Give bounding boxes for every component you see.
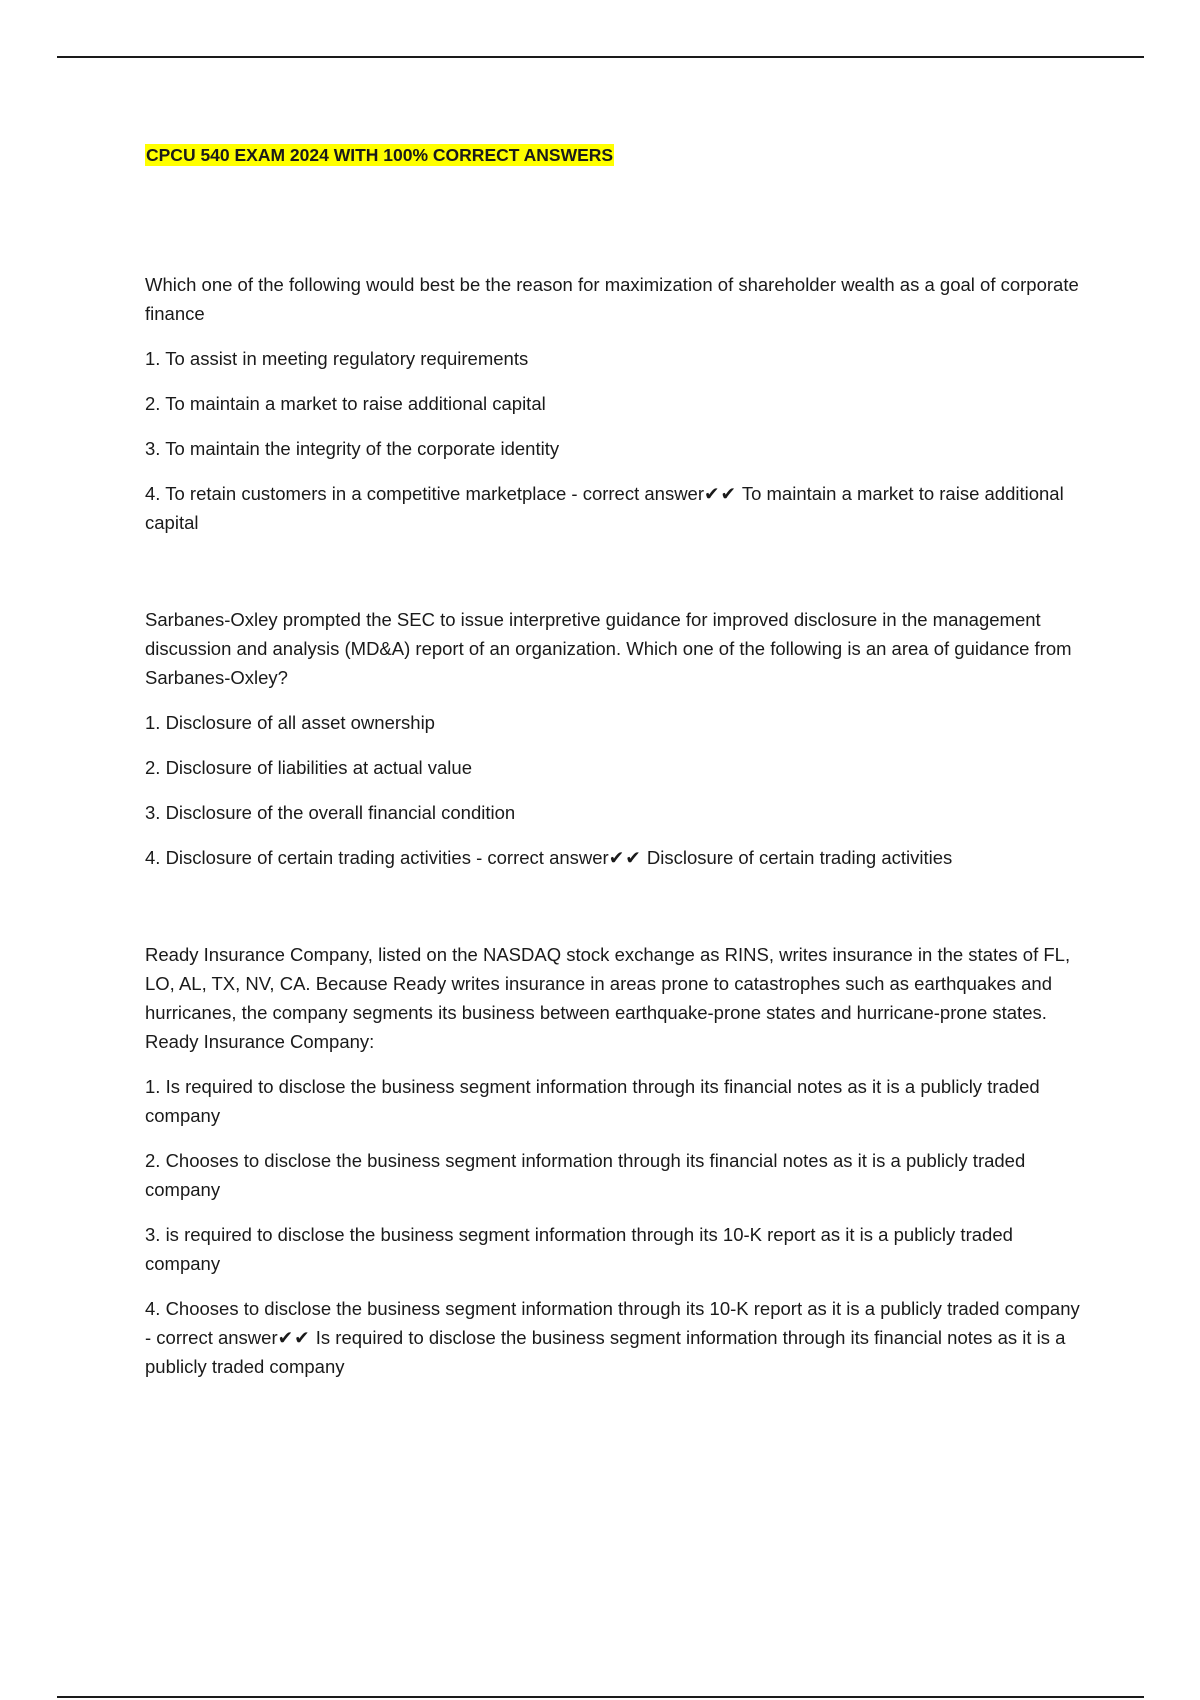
answer-option-with-answer bbox=[145, 843, 1090, 872]
answer-option: 3. Disclosure of the overall financial condition bbox=[145, 802, 516, 823]
answer-option: 2. Disclosure of liabilities at actual value bbox=[145, 757, 472, 778]
answer-option-text: 4. Disclosure of certain trading activities bbox=[145, 847, 471, 868]
answer-option: 2. Chooses to disclose the business segment information through its financial notes as it is a publicly traded company bbox=[145, 1150, 1026, 1200]
document-title: CPCU 540 EXAM 2024 WITH 100% CORRECT ANSWERS bbox=[146, 145, 614, 165]
question-text: Sarbanes-Oxley prompted the SEC to issue interpretive guidance for improved disclosure in the management discussion and analysis (MD&A) report of an organization. Which one of the following is an area of guidance from Sarbanes-Oxley? bbox=[145, 609, 1072, 688]
answer-option: 1. Disclosure of all asset ownership bbox=[145, 712, 435, 733]
answer-option: 1. To assist in meeting regulatory requirements bbox=[145, 348, 529, 369]
answer-option-text: 4. To retain customers in a competitive marketplace bbox=[145, 483, 567, 504]
document-page bbox=[145, 144, 1090, 1381]
footer-rule bbox=[57, 1696, 1144, 1698]
header-rule bbox=[57, 56, 1144, 58]
answer-option: 2. To maintain a market to raise additional capital bbox=[145, 393, 546, 414]
correct-answer-text: To maintain a market to raise additional capital bbox=[145, 483, 1064, 533]
question-block bbox=[145, 270, 1090, 537]
answer-option-with-answer bbox=[145, 479, 1090, 537]
correct-answer-text: Is required to disclose the business segment information through its financial notes as it is a publicly traded company bbox=[145, 1327, 1066, 1377]
answer-option-with-answer bbox=[145, 1294, 1090, 1381]
answer-option: 3. To maintain the integrity of the corporate identity bbox=[145, 438, 560, 459]
correct-answer-label: - correct answer bbox=[476, 847, 609, 868]
answer-option: 1. Is required to disclose the business segment information through its financial notes as it is a publicly traded company bbox=[145, 1076, 1040, 1126]
question-block bbox=[145, 940, 1090, 1381]
answer-option-text: 4. Chooses to disclose the business segment information through its 10-K report as it is a publicly traded company bbox=[145, 1298, 1080, 1319]
checkmark-icon: ✔✔ bbox=[704, 483, 738, 504]
correct-answer-label: - correct answer bbox=[145, 1327, 278, 1348]
question-block bbox=[145, 605, 1090, 872]
question-text: Ready Insurance Company, listed on the NASDAQ stock exchange as RINS, writes insurance in the states of FL, LO, AL, TX, NV, CA. Because Ready writes insurance in areas prone to catastrophes such as earthquakes and hurricanes, the company segments its business between earthquake-prone states and hurricane-prone states. Ready Insurance Company: bbox=[145, 944, 1071, 1052]
checkmark-icon: ✔✔ bbox=[277, 1327, 311, 1348]
question-text: Which one of the following would best be the reason for maximization of shareholder wealth as a goal of corporate finance bbox=[145, 274, 1079, 324]
correct-answer-text: Disclosure of certain trading activities bbox=[646, 847, 953, 868]
checkmark-icon: ✔✔ bbox=[608, 847, 642, 868]
answer-option: 3. is required to disclose the business segment information through its 10-K report as it is a publicly traded company bbox=[145, 1224, 1013, 1274]
correct-answer-label: - correct answer bbox=[571, 483, 705, 504]
